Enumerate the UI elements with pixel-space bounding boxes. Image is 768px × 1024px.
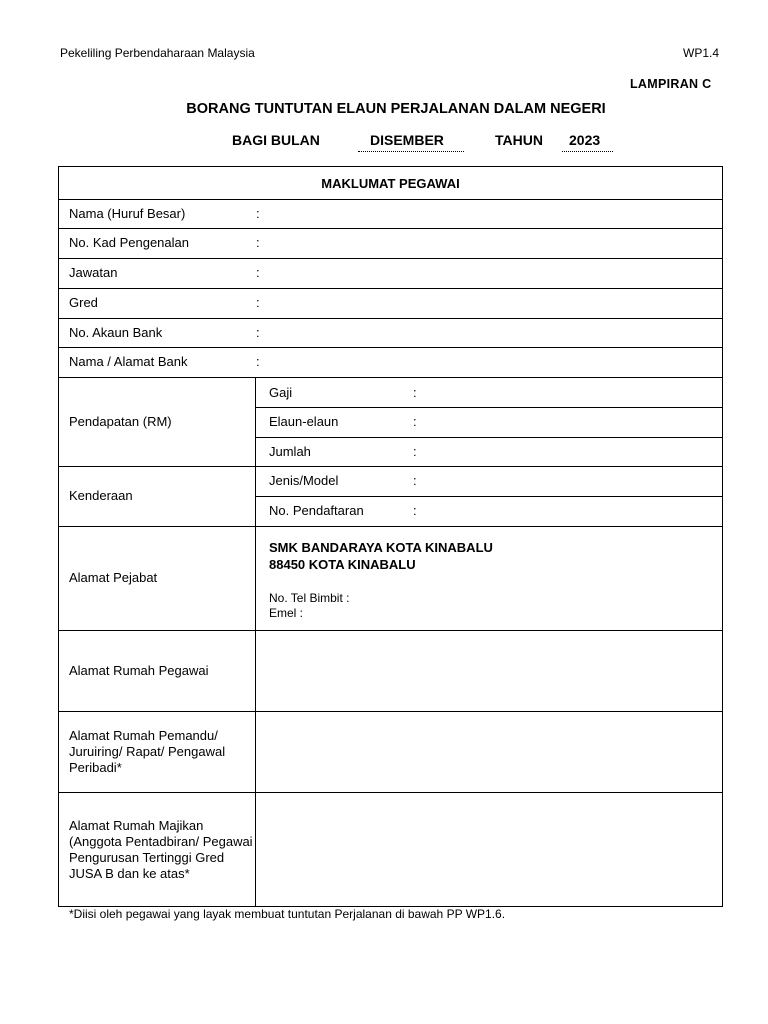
colon: : (256, 354, 260, 369)
year-label: TAHUN (495, 132, 543, 148)
colon: : (413, 444, 417, 459)
label-jenis-model: Jenis/Model (269, 473, 339, 488)
label-alamat-rumah-majikan: Alamat Rumah Majikan (Anggota Pentadbiran/ Pegawai Pengurusan Tertinggi Gred JUSA B dan ke atas* (69, 818, 253, 881)
form-title: BORANG TUNTUTAN ELAUN PERJALANAN DALAM NEGERI (186, 101, 606, 117)
office-address-line2: 88450 KOTA KINABALU (269, 557, 416, 572)
colon: : (413, 414, 417, 429)
month-value: DISEMBER (370, 132, 444, 148)
label-jumlah: Jumlah (269, 444, 311, 459)
month-label: BAGI BULAN (232, 132, 320, 148)
label-gaji: Gaji (269, 385, 293, 400)
footnote: *Diisi oleh pegawai yang layak membuat tuntutan Perjalanan di bawah PP WP1.6. (69, 907, 506, 921)
colon: : (256, 235, 260, 250)
month-dotted-line (358, 151, 464, 152)
label-akaun-bank: No. Akaun Bank (69, 325, 163, 340)
label-alamat-rumah-pemandu: Alamat Rumah Pemandu/ Juruiring/ Rapat/ Pengawal Peribadi* (69, 728, 226, 775)
label-alamat-rumah-pegawai: Alamat Rumah Pegawai (69, 663, 209, 678)
colon: : (413, 473, 417, 488)
office-email-label: Emel : (269, 606, 304, 620)
publisher-header: Pekeliling Perbendaharaan Malaysia (60, 46, 255, 60)
label-jawatan: Jawatan (69, 265, 118, 280)
year-dotted-line (562, 151, 613, 152)
colon: : (413, 385, 417, 400)
form-code: WP1.4 (683, 46, 720, 60)
colon: : (256, 265, 260, 280)
label-nama: Nama (Huruf Besar) (69, 206, 186, 221)
label-no-pendaftaran: No. Pendaftaran (269, 503, 364, 518)
label-ic: No. Kad Pengenalan (69, 235, 189, 250)
year-value: 2023 (569, 132, 601, 148)
colon: : (413, 503, 417, 518)
annex-label: LAMPIRAN C (630, 77, 712, 91)
label-alamat-pejabat: Alamat Pejabat (69, 570, 158, 585)
label-nama-alamat-bank: Nama / Alamat Bank (69, 354, 188, 369)
section-title: MAKLUMAT PEGAWAI (321, 176, 460, 191)
colon: : (256, 295, 260, 310)
office-phone-label: No. Tel Bimbit : (269, 591, 350, 605)
label-elaun: Elaun-elaun (269, 414, 339, 429)
office-address-line1: SMK BANDARAYA KOTA KINABALU (269, 540, 493, 555)
label-gred: Gred (69, 295, 98, 310)
colon: : (256, 325, 260, 340)
colon: : (256, 206, 260, 221)
label-pendapatan: Pendapatan (RM) (69, 414, 172, 429)
label-kenderaan: Kenderaan (69, 488, 133, 503)
